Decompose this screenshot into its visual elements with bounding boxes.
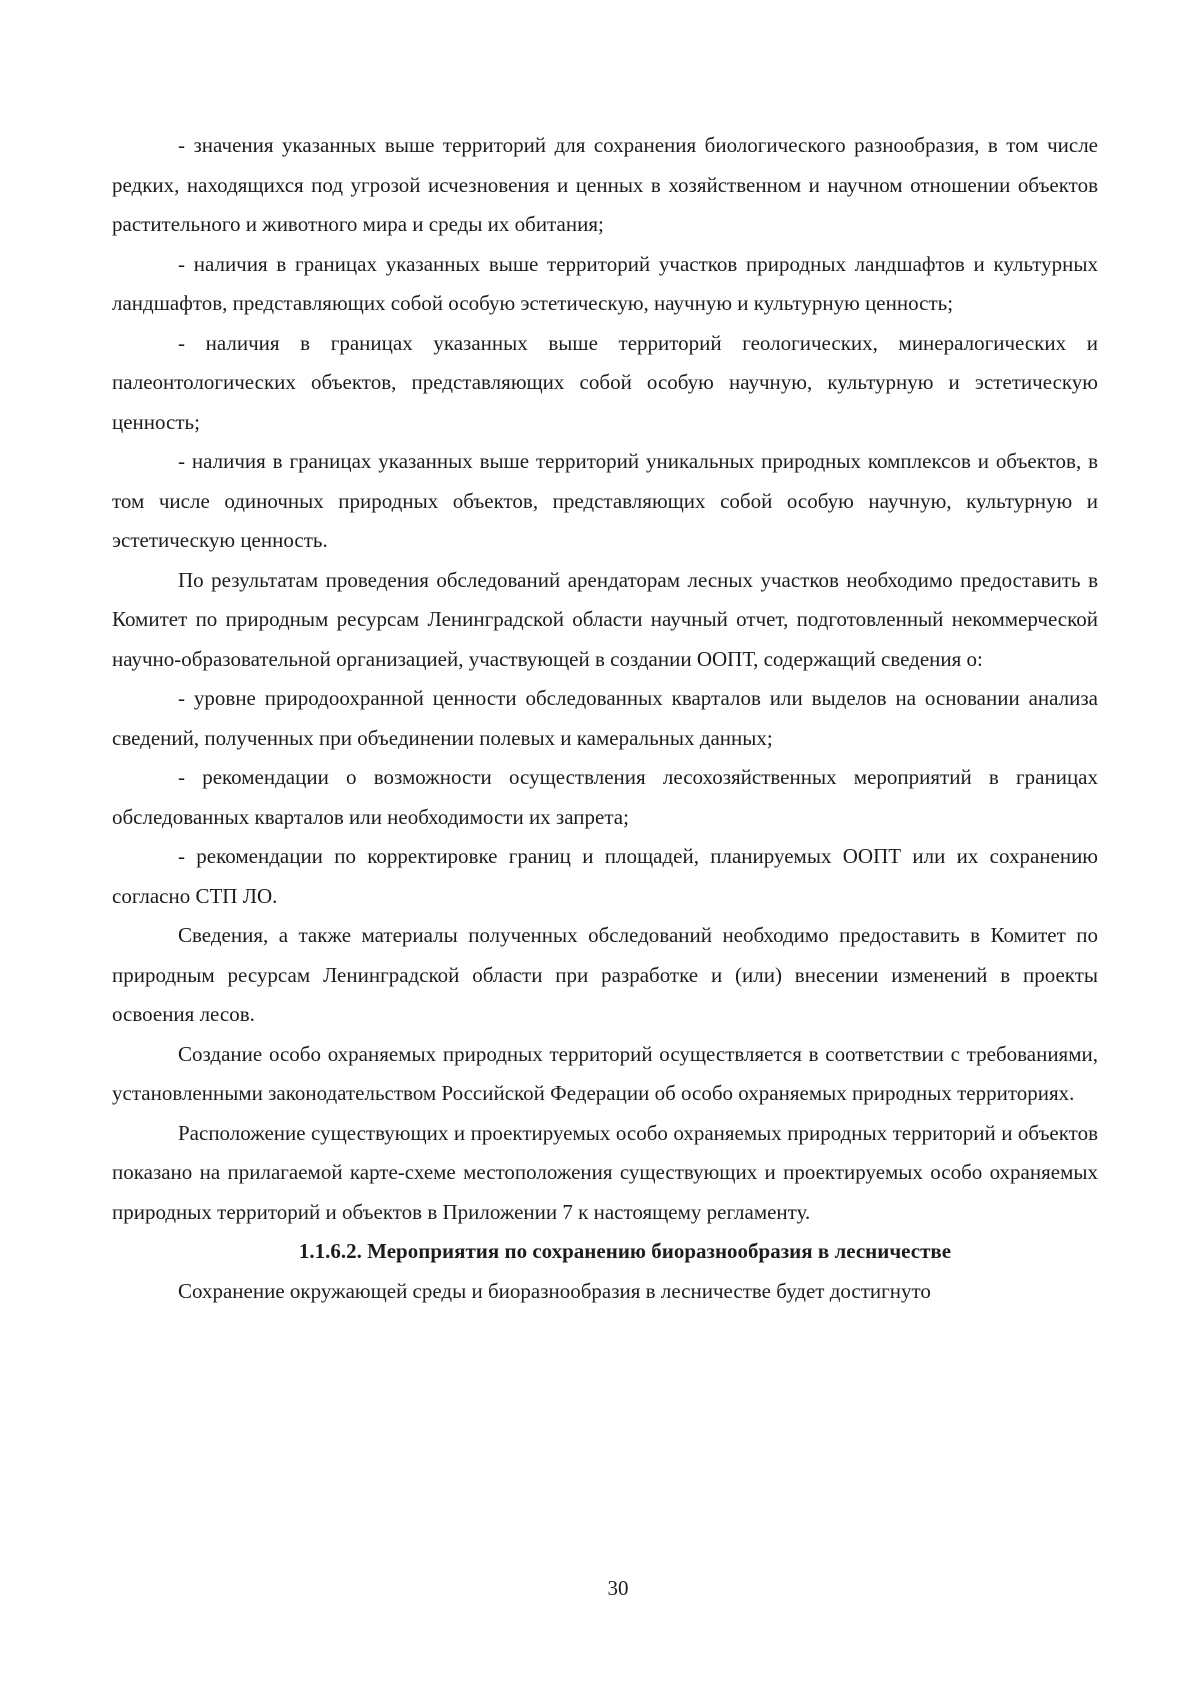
document-page <box>112 126 1098 1311</box>
paragraph-boundary-recommendations: - рекомендации по корректировке границ и площадей, планируемых ООПТ или их сохранению согласно СТП ЛО. <box>112 844 1098 908</box>
paragraph-biodiversity-value: - значения указанных выше территорий для сохранения биологического разнообразия, в том числе редких, находящихся под угрозой исчезновения и ценных в хозяйственном и научном отношении объектов растительного и животного мира и среды их обитания; <box>112 133 1098 236</box>
paragraph-forestry-recommendations: - рекомендации о возможности осуществления лесохозяйственных мероприятий в границах обследованных кварталов или необходимости их запрета; <box>112 765 1098 829</box>
paragraph-biodiversity-conservation: Сохранение окружающей среды и биоразнообразия в лесничестве будет достигнуто <box>178 1278 931 1303</box>
section-heading: 1.1.6.2. Мероприятия по сохранению биоразнообразия в лесничестве <box>298 1239 952 1263</box>
paragraph-survey-results: По результатам проведения обследований арендаторам лесных участков необходимо предоставить в Комитет по природным ресурсам Ленинградской области научный отчет, подготовленный некоммерческой научно-образовательной организацией, участвующей в создании ООПТ, содержащий сведения о: <box>112 567 1098 671</box>
paragraph-survey-materials: Сведения, а также материалы полученных обследований необходимо предоставить в Комитет по природным ресурсам Ленинградской области при разработке и (или) внесении изменений в проекты освоения лесов. <box>112 923 1098 1026</box>
paragraph-landscapes: - наличия в границах указанных выше территорий участков природных ландшафтов и культурных ландшафтов, представляющих собой особую эстетическую, научную и культурную ценность; <box>112 251 1098 315</box>
paragraph-unique-complexes: - наличия в границах указанных выше территорий уникальных природных комплексов и объектов, в том числе одиночных природных объектов, представляющих собой особую научную, культурную и эстетическую ценность. <box>112 449 1098 552</box>
paragraph-protected-areas-creation: Создание особо охраняемых природных территорий осуществляется в соответствии с требованиями, установленными законодательством Российской Федерации об особо охраняемых природных территориях. <box>112 1041 1098 1105</box>
page-number: 30 <box>607 1576 629 1600</box>
paragraph-geological-objects: - наличия в границах указанных выше территорий геологических, минералогических и палеонтологических объектов, представляющих собой особую научную, культурную и эстетическую ценность; <box>112 330 1098 434</box>
paragraph-conservation-value: - уровне природоохранной ценности обследованных кварталов или выделов на основании анализа сведений, полученных при объединении полевых и камеральных данных; <box>112 686 1098 750</box>
paragraph-protected-areas-location: Расположение существующих и проектируемых особо охраняемых природных территорий и объектов показано на прилагаемой карте-схеме местоположения существующих и проектируемых особо охраняемых природных территорий и объектов в Приложении 7 к настоящему регламенту. <box>112 1120 1098 1224</box>
